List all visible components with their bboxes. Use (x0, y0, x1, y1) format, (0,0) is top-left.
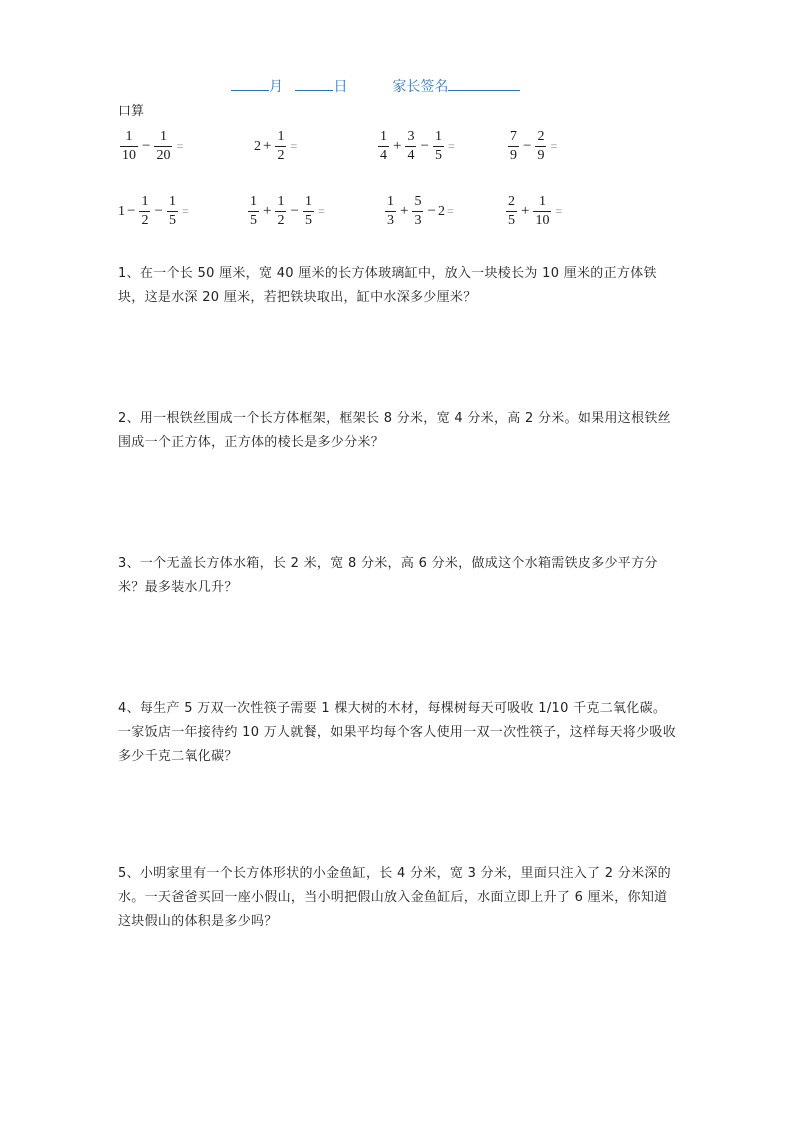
fraction (139, 193, 150, 230)
fraction (275, 128, 286, 165)
denominator: 20 (156, 148, 171, 163)
denominator: 10 (535, 213, 550, 228)
operator: − (142, 138, 151, 154)
numerator: 5 (414, 194, 422, 209)
denominator: 10 (122, 148, 136, 163)
denominator: 3 (414, 213, 422, 228)
math-expression (246, 193, 325, 230)
denominator: 4 (380, 148, 387, 163)
fraction (535, 128, 546, 165)
fraction (303, 193, 314, 230)
operator: − (127, 203, 136, 219)
denominator: 5 (250, 213, 257, 228)
operator: + (400, 203, 409, 219)
header-date-signature (231, 76, 520, 96)
equals-sign: = (555, 204, 563, 218)
equals-sign: = (176, 139, 184, 153)
numerator: 1 (168, 194, 176, 209)
operator: − (427, 203, 436, 219)
fraction (378, 128, 389, 165)
word-problem-5: 5、小明家里有一个长方体形状的小金鱼缸，长 4 分米，宽 3 分米，里面只注入了 2 分米深的水。一天爸爸买回一座小假山，当小明把假山放入金鱼缸后，水面立即上升了 6 厘米，你知道这块假山的体积是多少吗？ (118, 866, 671, 929)
fraction (154, 128, 172, 165)
math-expression (254, 128, 297, 165)
operator: + (263, 138, 272, 154)
denominator: 5 (168, 213, 176, 228)
denominator: 5 (508, 213, 515, 228)
equals-sign: = (317, 204, 325, 218)
operator: − (290, 203, 299, 219)
denominator: 9 (537, 148, 545, 163)
denominator: 5 (434, 148, 442, 163)
fraction (248, 193, 259, 230)
denominator: 3 (387, 213, 394, 228)
denominator: 2 (277, 148, 285, 163)
denominator: 2 (277, 213, 285, 228)
numerator: 1 (304, 194, 312, 209)
math-expression (383, 193, 454, 230)
numerator: 1 (250, 194, 257, 209)
math-expression (118, 193, 189, 230)
math-expression (504, 193, 562, 230)
denominator: 4 (407, 148, 415, 163)
numerator: 2 (537, 129, 545, 144)
word-problem-1: 1、在一个长 50 厘米，宽 40 厘米的长方体玻璃缸中，放入一块棱长为 10 厘米的正方体铁块，这是水深 20 厘米，若把铁块取出，缸中水深多少厘米？ (118, 266, 657, 305)
fraction (385, 193, 396, 230)
word-problem-3: 3、一个无盖长方体水箱，长 2 米，宽 8 分米，高 6 分米，做成这个水箱需铁皮多少平方分米？最多装水几升？ (118, 556, 658, 595)
numerator: 2 (508, 194, 515, 209)
fraction (412, 193, 423, 230)
operator: + (521, 203, 530, 219)
operator: + (393, 138, 402, 154)
numerator: 1 (387, 194, 394, 209)
math-expression (506, 128, 557, 165)
equals-sign: = (181, 204, 189, 218)
fraction (508, 128, 519, 165)
numerator: 7 (510, 129, 517, 144)
day-label: 日 (333, 79, 348, 95)
parent-signature-label: 家长签名 (392, 79, 449, 95)
operator: − (154, 203, 163, 219)
numerator: 1 (277, 129, 285, 144)
section-title-mental-math: 口算 (118, 104, 145, 119)
numerator: 1 (125, 129, 133, 144)
fraction (433, 128, 444, 165)
word-problem-2: 2、用一根铁丝围成一个长方体框架，框架长 8 分米，宽 4 分米，高 2 分米。如果用这根铁丝围成一个正方体，正方体的棱长是多少分米？ (118, 411, 671, 450)
numerator: 1 (434, 129, 442, 144)
math-expression (376, 128, 455, 165)
operator: − (420, 138, 429, 154)
fraction (275, 193, 286, 230)
denominator: 2 (141, 213, 149, 228)
numerator: 1 (380, 129, 387, 144)
numerator: 1 (141, 194, 149, 209)
integer: 2 (254, 138, 261, 154)
denominator: 9 (510, 148, 517, 163)
month-label: 月 (269, 79, 283, 95)
numerator: 3 (407, 129, 415, 144)
fraction (120, 128, 138, 165)
fraction (533, 193, 551, 230)
numerator: 1 (538, 194, 546, 209)
numerator: 1 (159, 129, 167, 144)
equals-sign: = (290, 139, 298, 153)
equals-sign: = (550, 139, 558, 153)
fraction (167, 193, 178, 230)
fraction (506, 193, 517, 230)
math-expression (118, 128, 183, 165)
month-blank[interactable] (231, 76, 269, 91)
denominator: 5 (304, 213, 312, 228)
integer: 1 (118, 203, 125, 219)
equals-sign: = (447, 139, 455, 153)
word-problem-4: 4、每生产 5 万双一次性筷子需要 1 棵大树的木材，每棵树每天可吸收 1/10 千克二氧化碳。一家饭店一年接待约 10 万人就餐，如果平均每个客人使用一双一次性筷子，这样每天将少吸收多少千克二氧化碳？ (118, 701, 677, 764)
operator: − (523, 138, 532, 154)
integer: 2 (437, 203, 445, 219)
numerator: 1 (277, 194, 285, 209)
signature-blank[interactable] (448, 76, 520, 91)
equals-sign: = (446, 204, 454, 218)
operator: + (263, 203, 272, 219)
day-blank[interactable] (295, 76, 333, 91)
fraction (405, 128, 416, 165)
